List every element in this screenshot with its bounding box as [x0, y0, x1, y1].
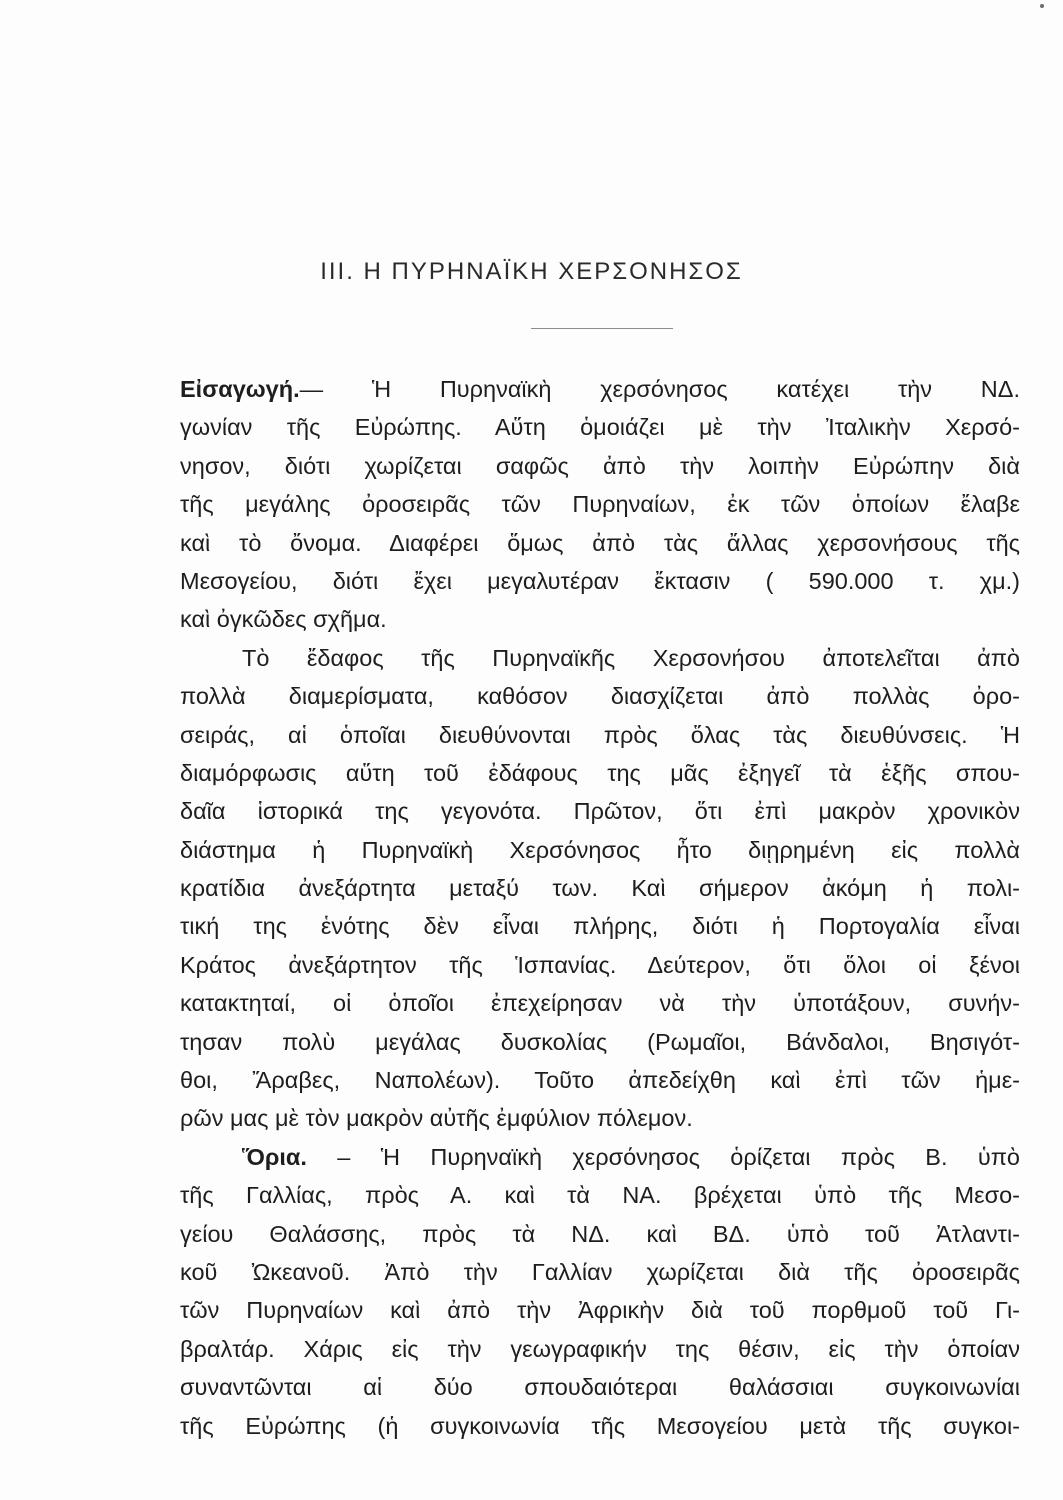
- text-line: κοῦ Ὠκεανοῦ. Ἀπὸ τὴν Γαλλίαν χωρίζεται διὰ τῆς ὀροσειρᾶς: [180, 1258, 1020, 1285]
- section-heading-introduction: Εἰσαγωγή.: [180, 376, 300, 402]
- text-line: τῆς Εὐρώπης (ἡ συγκοινωνία τῆς Μεσογείου μετὰ τῆς συγκοι-: [180, 1412, 1020, 1439]
- text-line: πολλὰ διαμερίσματα, καθόσον διασχίζεται ἀπὸ πολλὰς ὀρο-: [180, 683, 1020, 710]
- text-line: τησαν πολὺ μεγάλας δυσκολίας (Ρωμαῖοι, Βάνδαλοι, Βησιγότ-: [180, 1028, 1020, 1055]
- text-line: γείου Θαλάσσης, πρὸς τὰ ΝΔ. καὶ ΒΔ. ὑπὸ τοῦ Ἀτλαντι-: [180, 1220, 1020, 1247]
- section-heading-borders: Ὅρια.: [242, 1143, 307, 1170]
- text-line: βραλτάρ. Χάρις εἰς τὴν γεωγραφικήν της θέσιν, εἰς τὴν ὁποίαν: [180, 1335, 1020, 1362]
- text-line: τῆς μεγάλης ὀροσειρᾶς τῶν Πυρηναίων, ἐκ τῶν ὁποίων ἔλαβε: [180, 491, 1020, 518]
- text-line: τῶν Πυρηναίων καὶ ἀπὸ τὴν Ἀφρικὴν διὰ τοῦ πορθμοῦ τοῦ Γι-: [180, 1297, 1020, 1324]
- text-line: τική της ἑνότης δὲν εἶναι πλήρης, διότι ἡ Πορτογαλία εἶναι: [180, 913, 1020, 940]
- text-line: διάστημα ἡ Πυρηναϊκὴ Χερσόνησος ἦτο διῃρημένη εἰς πολλὰ: [180, 836, 1020, 863]
- text-line-content: – Ἡ Πυρηναϊκὴ χερσόνησος ὁρίζεται πρὸς Β. ὑπὸ: [306, 1143, 1020, 1170]
- body-text: [180, 370, 1020, 1445]
- text-line: γωνίαν τῆς Εὐρώπης. Αὕτη ὁμοιάζει μὲ τὴν Ἰταλικὴν Χερσό-: [180, 414, 1020, 441]
- text-line: κρατίδια ἀνεξάρτητα μεταξύ των. Καὶ σήμερον ἀκόμη ἡ πολι-: [180, 875, 1020, 902]
- text-line: Μεσογείου, διότι ἔχει μεγαλυτέραν ἔκτασιν ( 590.000 τ. χμ.): [180, 567, 1020, 594]
- text-line: κατακτηταί, οἱ ὁποῖοι ἐπεχείρησαν νὰ τὴν ὑποτάξουν, συνήν-: [180, 990, 1020, 1017]
- chapter-title: III. Η ΠΥΡΗΝΑΪΚΗ ΧΕΡΣΟΝΗΣΟΣ: [320, 258, 743, 285]
- text-line: καὶ τὸ ὄνομα. Διαφέρει ὅμως ἀπὸ τὰς ἄλλας χερσονήσους τῆς: [180, 529, 1020, 556]
- text-line: [180, 1138, 1020, 1176]
- text-line: σειράς, αἱ ὁποῖαι διευθύνονται πρὸς ὅλας τὰς διευθύνσεις. Ἡ: [180, 721, 1020, 748]
- text-line: [180, 370, 1020, 408]
- text-line: διαμόρφωσις αὕτη τοῦ ἐδάφους της μᾶς ἐξηγεῖ τὰ ἑξῆς σπου-: [180, 759, 1020, 786]
- text-line: ρῶν μας μὲ τὸν μακρὸν αὐτῆς ἐμφύλιον πόλεμον.: [180, 1105, 693, 1132]
- scan-speck: [1040, 4, 1044, 8]
- text-line: συναντῶνται αἱ δύο σπουδαιότεραι θαλάσσιαι συγκοινωνίαι: [180, 1374, 1020, 1401]
- text-line: Τὸ ἔδαφος τῆς Πυρηναϊκῆς Χερσονήσου ἀποτελεῖται ἀπὸ: [242, 644, 1020, 671]
- text-line: τῆς Γαλλίας, πρὸς Α. καὶ τὰ ΝΑ. βρέχεται ὑπὸ τῆς Μεσο-: [180, 1182, 1020, 1209]
- title-divider: [531, 328, 673, 329]
- text-line: θοι, Ἄραβες, Ναπολέων). Τοῦτο ἀπεδείχθη καὶ ἐπὶ τῶν ἡμε-: [180, 1067, 1020, 1094]
- text-line: καὶ ὀγκῶδες σχῆμα.: [180, 606, 387, 633]
- text-line-content: — Ἡ Πυρηναϊκὴ χερσόνησος κατέχει τὴν ΝΔ.: [299, 376, 1020, 402]
- text-line: δαῖα ἱστορικά της γεγονότα. Πρῶτον, ὅτι ἐπὶ μακρὸν χρονικὸν: [180, 798, 1020, 825]
- text-line: νησον, διότι χωρίζεται σαφῶς ἀπὸ τὴν λοιπὴν Εὐρώπην διὰ: [180, 452, 1020, 479]
- text-line: Κράτος ἀνεξάρτητον τῆς Ἱσπανίας. Δεύτερον, ὅτι ὅλοι οἱ ξένοι: [180, 951, 1020, 978]
